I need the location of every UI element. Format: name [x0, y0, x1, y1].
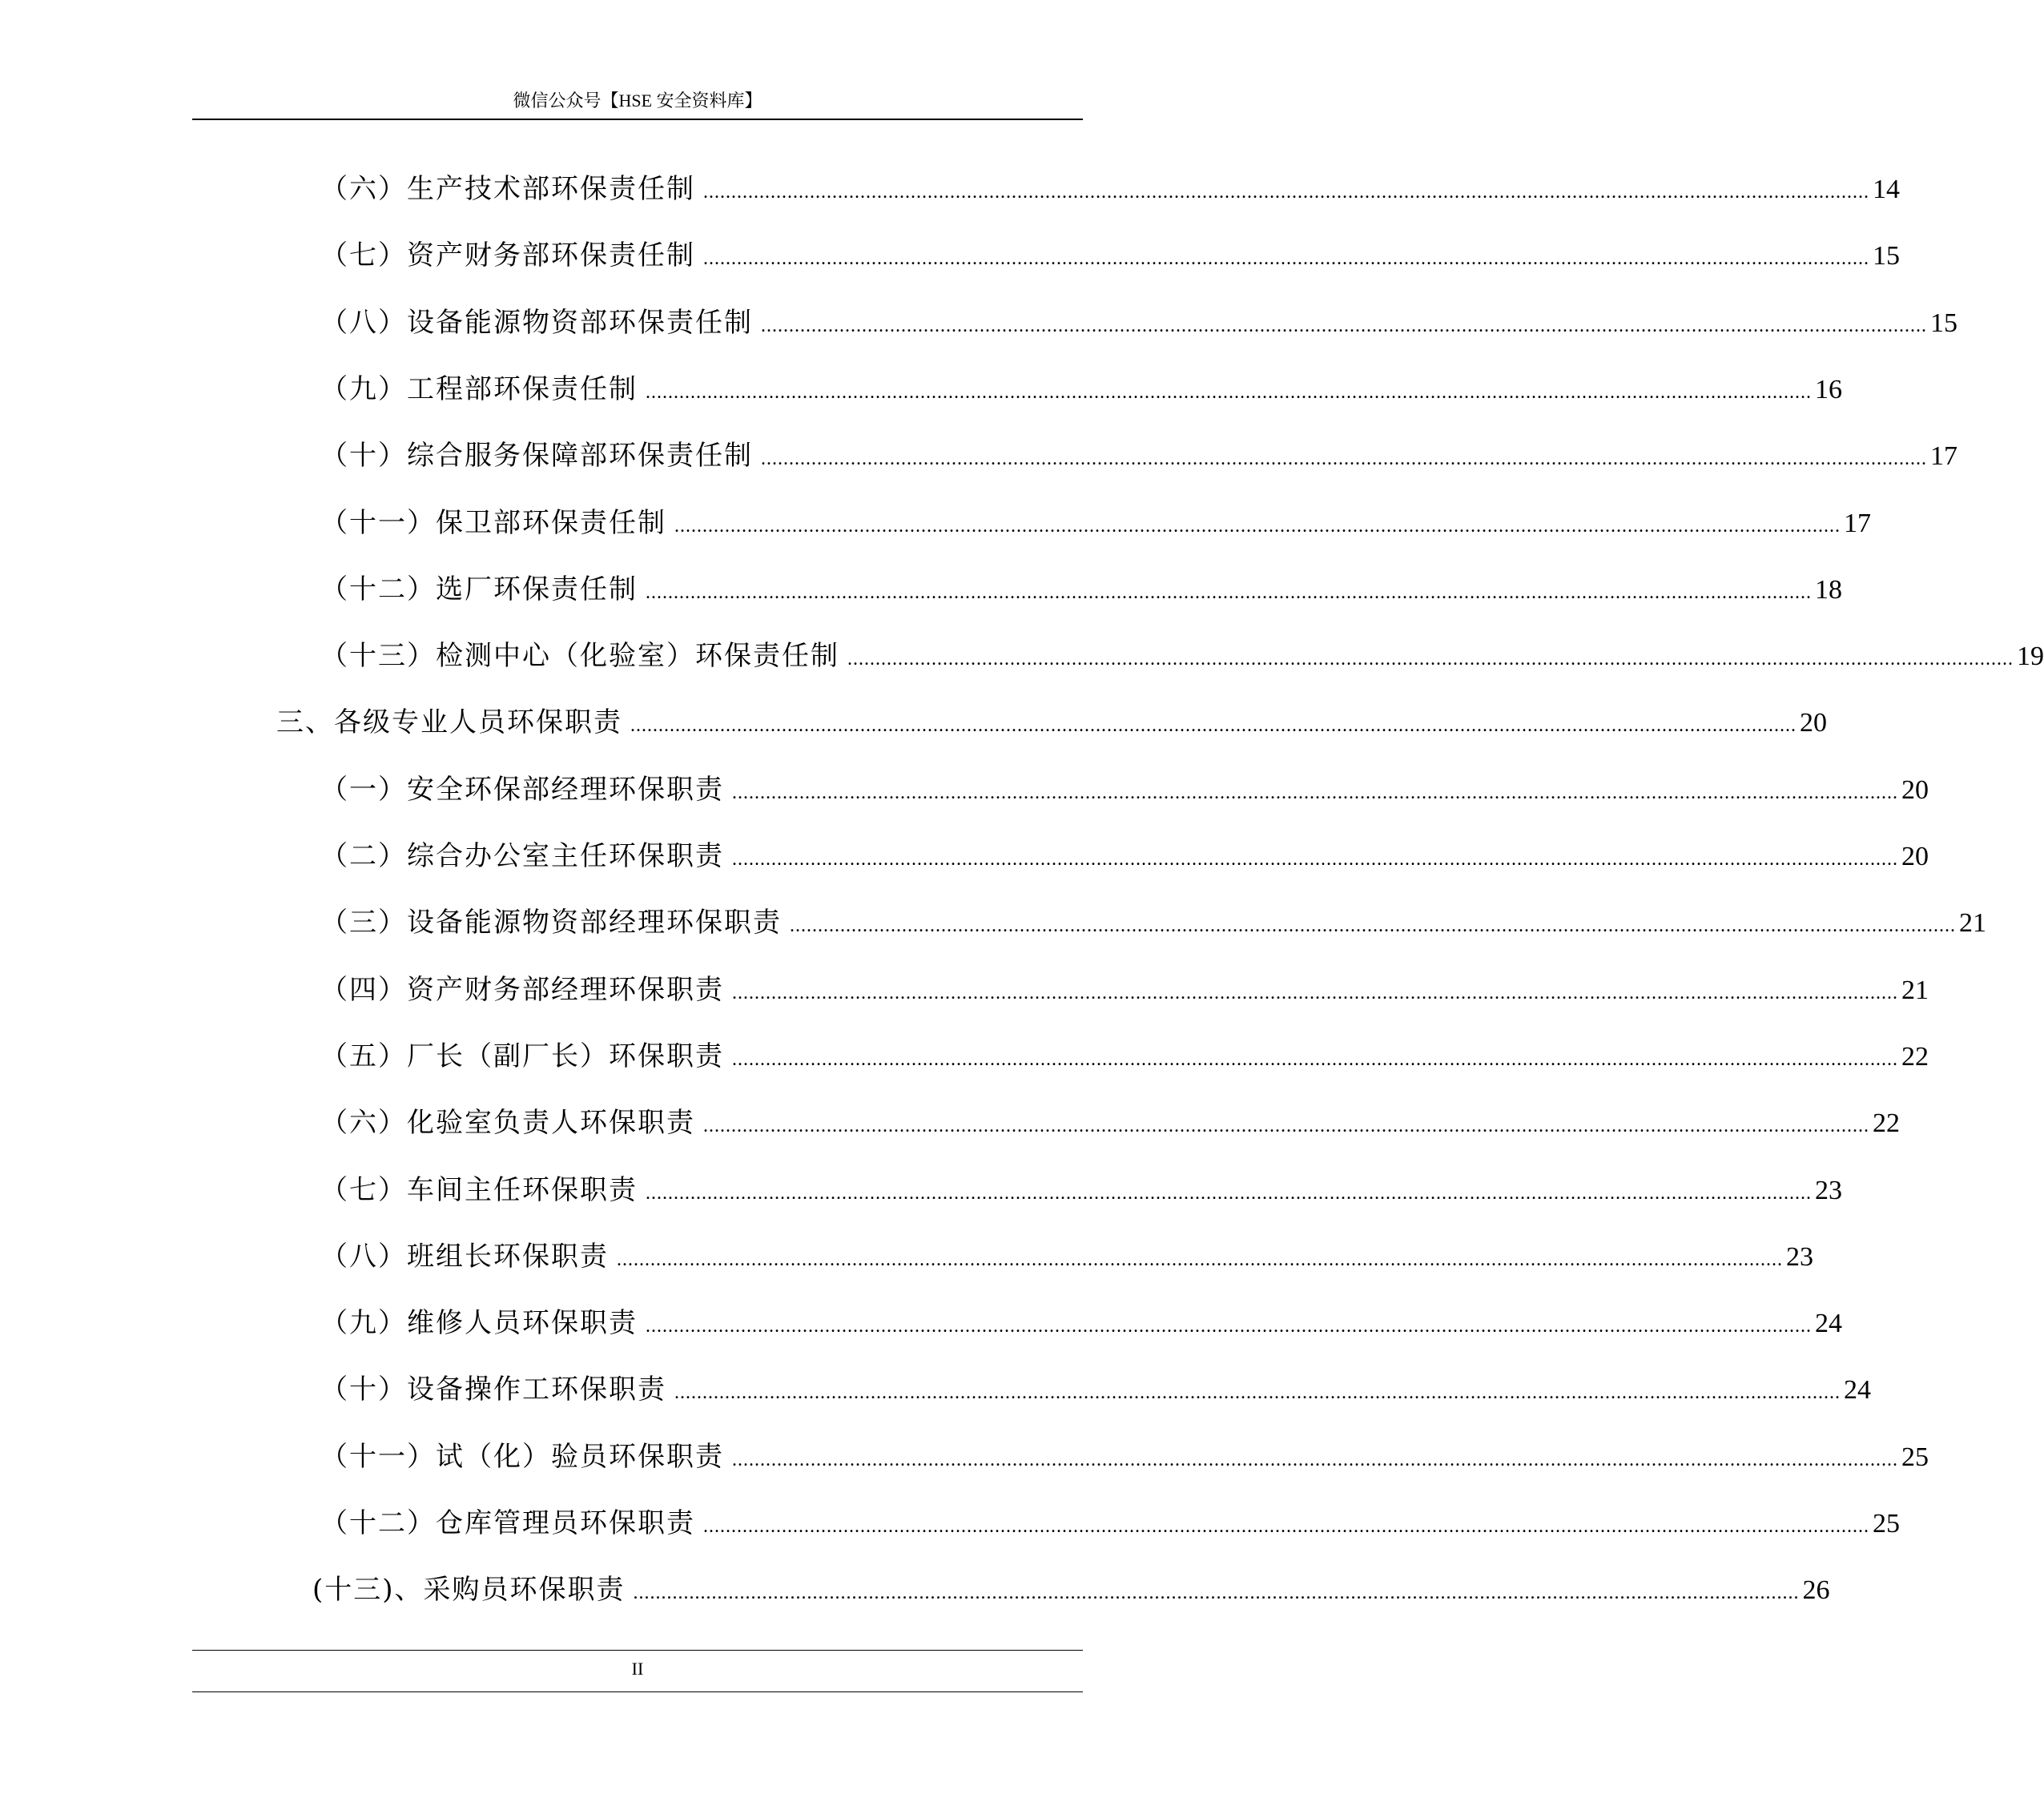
toc-entry-page-number: 25	[1873, 1509, 1900, 1539]
toc-entry-leader: ................................................................................................................................................................................................................	[703, 1116, 1869, 1136]
toc-entry-leader: ................................................................................................................................................................................................................	[732, 782, 1898, 803]
toc-entry-label: （五）厂长（副厂长）环保职责	[320, 1040, 724, 1072]
toc-entry-leader: ................................................................................................................................................................................................................	[732, 1049, 1898, 1070]
header-rule	[192, 119, 1083, 120]
toc-entry[interactable]	[320, 1170, 1842, 1210]
toc-entry-leader: ................................................................................................................................................................................................................	[761, 316, 1927, 336]
toc-entry-page-number: 23	[1815, 1176, 1842, 1205]
toc-entry[interactable]	[320, 503, 1871, 543]
toc-entry-label: （九）工程部环保责任制	[320, 373, 638, 405]
toc-entry-page-number: 20	[1901, 775, 1929, 805]
toc-entry[interactable]	[320, 1437, 1929, 1477]
toc-entry-label: （十）综合服务保障部环保责任制	[320, 440, 753, 472]
toc-entry-leader: ................................................................................................................................................................................................................	[732, 983, 1898, 1004]
toc-entry-leader: ................................................................................................................................................................................................................	[674, 516, 1841, 537]
toc-entry-label: （七）资产财务部环保责任制	[320, 239, 695, 272]
toc-entry-leader: ................................................................................................................................................................................................................	[847, 649, 2014, 670]
toc-entry-page-number: 23	[1786, 1242, 1813, 1272]
toc-entry[interactable]	[276, 702, 1827, 742]
toc-entry-leader: ................................................................................................................................................................................................................	[674, 1382, 1841, 1403]
toc-entry-label: （十二）选厂环保责任制	[320, 573, 638, 605]
toc-entry-label: （三）设备能源物资部经理环保职责	[320, 907, 782, 939]
toc-entry[interactable]	[320, 836, 1929, 876]
toc-entry-page-number: 20	[1901, 842, 1929, 871]
toc-entry-leader: ................................................................................................................................................................................................................	[703, 248, 1869, 269]
toc-entry-leader: ................................................................................................................................................................................................................	[633, 1583, 1800, 1603]
toc-entry-label: （一）安全环保部经理环保职责	[320, 774, 724, 806]
toc-entry[interactable]	[320, 436, 1957, 476]
toc-entry[interactable]	[320, 970, 1929, 1010]
toc-entry[interactable]	[320, 1503, 1900, 1543]
toc-entry-page-number: 22	[1901, 1042, 1929, 1072]
footer-rule-top	[192, 1650, 1083, 1651]
toc-entry-page-number: 14	[1873, 175, 1900, 204]
toc-entry-label: (十三)、采购员环保职责	[312, 1574, 626, 1606]
toc-entry-page-number: 15	[1873, 241, 1900, 271]
toc-entry-page-number: 19	[2017, 642, 2044, 671]
toc-entry-page-number: 22	[1873, 1108, 1900, 1138]
footer-rule-bottom	[192, 1691, 1083, 1692]
toc-entry-leader: ................................................................................................................................................................................................................	[646, 382, 1812, 403]
toc-entry-label: （七）车间主任环保职责	[320, 1174, 638, 1206]
toc-entry-label: （九）维修人员环保职责	[320, 1307, 638, 1339]
toc-entry-label: （六）化验室负责人环保职责	[320, 1107, 695, 1139]
toc-entry-page-number: 21	[1901, 975, 1929, 1005]
toc-entry-label: （十一）保卫部环保责任制	[320, 507, 666, 539]
toc-entry-page-number: 17	[1844, 509, 1871, 538]
toc-entry-label: （六）生产技术部环保责任制	[320, 173, 695, 205]
toc-entry-leader: ................................................................................................................................................................................................................	[646, 1183, 1812, 1204]
toc-entry[interactable]	[320, 770, 1929, 810]
toc-entry[interactable]	[320, 235, 1900, 276]
toc-entry-leader: ................................................................................................................................................................................................................	[703, 1516, 1869, 1537]
toc-entry-label: （十三）检测中心（化验室）环保责任制	[320, 640, 839, 672]
toc-entry[interactable]	[320, 1370, 1871, 1410]
toc-entry-label: （四）资产财务部经理环保职责	[320, 974, 724, 1006]
toc-entry[interactable]	[320, 903, 1986, 943]
toc-entry-leader: ................................................................................................................................................................................................................	[703, 182, 1869, 203]
toc-entry[interactable]	[320, 1303, 1842, 1343]
toc-entry-leader: ................................................................................................................................................................................................................	[617, 1249, 1783, 1270]
toc-entry-page-number: 18	[1815, 575, 1842, 605]
toc-entry-label: （八）设备能源物资部环保责任制	[320, 307, 753, 339]
toc-entry[interactable]	[320, 569, 1842, 609]
toc-entry[interactable]	[320, 303, 1957, 343]
toc-entry-leader: ................................................................................................................................................................................................................	[732, 849, 1898, 870]
toc-entry[interactable]	[320, 1036, 1929, 1076]
toc-entry-page-number: 17	[1930, 441, 1957, 471]
toc-entry[interactable]	[312, 1570, 1830, 1610]
toc-entry-page-number: 16	[1815, 375, 1842, 404]
toc-entry[interactable]	[320, 1237, 1813, 1277]
toc-entry-leader: ................................................................................................................................................................................................................	[646, 1316, 1812, 1337]
toc-entry-label: （二）综合办公室主任环保职责	[320, 840, 724, 872]
toc-entry-page-number: 21	[1959, 908, 1986, 938]
toc-entry-page-number: 25	[1901, 1442, 1929, 1472]
toc-entry[interactable]	[320, 169, 1900, 209]
toc-entry-leader: ................................................................................................................................................................................................................	[630, 715, 1797, 736]
toc-entry-page-number: 24	[1815, 1309, 1842, 1338]
toc-entry-page-number: 24	[1844, 1375, 1871, 1405]
toc-entry-page-number: 15	[1930, 308, 1957, 338]
toc-entry-label: （十一）试（化）验员环保职责	[320, 1441, 724, 1473]
toc-entry-label: （八）班组长环保职责	[320, 1241, 609, 1273]
toc-entry[interactable]	[320, 636, 2044, 676]
toc-entry-page-number: 20	[1800, 708, 1827, 738]
toc-entry-leader: ................................................................................................................................................................................................................	[732, 1450, 1898, 1470]
page-header-title: 微信公众号【HSE 安全资料库】	[513, 91, 762, 111]
toc-entry-label: 三、各级专业人员环保职责	[276, 706, 622, 738]
toc-entry-label: （十）设备操作工环保职责	[320, 1374, 666, 1406]
toc-entry-leader: ................................................................................................................................................................................................................	[790, 915, 1956, 936]
toc-entry-leader: ................................................................................................................................................................................................................	[761, 448, 1927, 469]
toc-entry-page-number: 26	[1802, 1575, 1830, 1605]
toc-entry-label: （十二）仓库管理员环保职责	[320, 1507, 695, 1539]
footer-page-number: II	[631, 1659, 644, 1679]
toc-entry-leader: ................................................................................................................................................................................................................	[646, 582, 1812, 603]
toc-entry[interactable]	[320, 1103, 1900, 1143]
toc-entry[interactable]	[320, 369, 1842, 409]
